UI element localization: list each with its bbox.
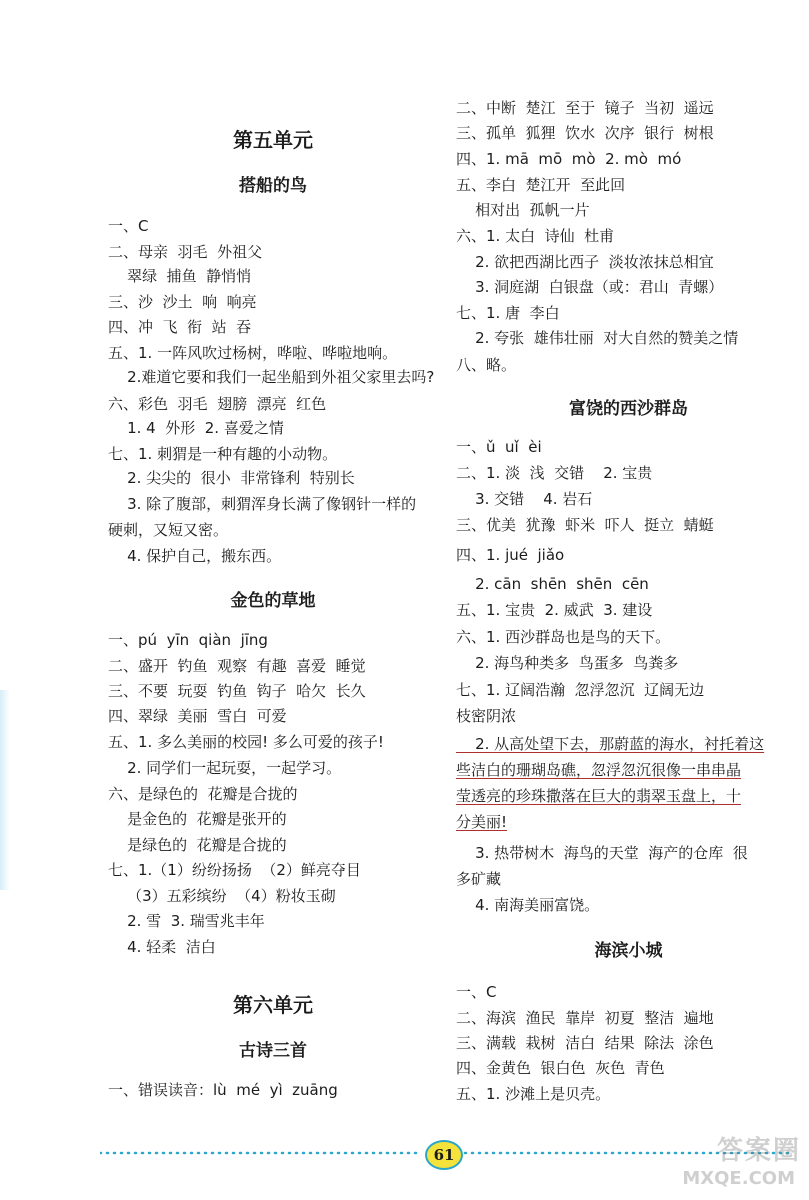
answer-line: 七、1. 唐 李白 bbox=[456, 304, 560, 322]
answer-line: 四、金黄色 银白色 灰色 青色 bbox=[456, 1059, 665, 1077]
page-edge-shadow bbox=[0, 690, 10, 890]
answer-line: 三、孤单 狐狸 饮水 次序 银行 树根 bbox=[456, 124, 714, 142]
answer-line: 3. 热带树木 海鸟的天堂 海产的仓库 很 bbox=[456, 844, 748, 862]
answer-line: 相对出 孤帆一片 bbox=[456, 201, 590, 219]
answer-line: 三、沙 沙土 响 响亮 bbox=[108, 293, 257, 311]
answer-line: 一、错误读音：lù mé yì zuāng bbox=[108, 1081, 338, 1099]
answer-line: 2. 欲把西湖比西子 淡妆浓抹总相宜 bbox=[456, 253, 714, 271]
answer-line: 二、母亲 羽毛 外祖父 bbox=[108, 243, 263, 261]
answer-line: 翠绿 捕鱼 静悄悄 bbox=[108, 267, 252, 285]
answer-line: 是绿色的 花瓣是合拢的 bbox=[108, 836, 287, 854]
lesson-title-gushi: 古诗三首 bbox=[239, 1041, 307, 1061]
answer-line: 一、ǔ uǐ èi bbox=[456, 438, 542, 456]
answer-line: 五、1. 一阵风吹过杨树，哗啦、哗啦地响。 bbox=[108, 344, 398, 362]
answer-line: 七、1.（1）纷纷扬扬 （2）鲜亮夺目 bbox=[108, 861, 361, 879]
lesson-title-dachuan: 搭船的鸟 bbox=[239, 176, 307, 196]
answer-line: 五、1. 宝贵 2. 威武 3. 建设 bbox=[456, 601, 653, 619]
answer-line: 六、是绿色的 花瓣是合拢的 bbox=[108, 785, 298, 803]
answer-line: 2. 同学们一起玩耍，一起学习。 bbox=[108, 759, 342, 777]
answer-line: 二、盛开 钓鱼 观察 有趣 喜爱 睡觉 bbox=[108, 657, 366, 675]
answer-line: 硬刺，又短又密。 bbox=[108, 521, 229, 539]
answer-line: 一、pú yīn qiàn jīng bbox=[108, 631, 268, 649]
answer-line: 3. 洞庭湖 白银盘（或：君山 青螺） bbox=[456, 278, 724, 296]
answer-line: 六、1. 西沙群岛也是鸟的天下。 bbox=[456, 628, 671, 646]
answer-line: 三、满载 栽树 洁白 结果 除法 涂色 bbox=[456, 1034, 714, 1052]
answer-line-underlined: 些洁白的珊瑚岛礁，忽浮忽沉很像一串串晶 bbox=[456, 761, 742, 779]
answer-line: 2. 夸张 雄伟壮丽 对大自然的赞美之情 bbox=[456, 329, 739, 347]
answer-line: 4. 轻柔 洁白 bbox=[108, 938, 216, 956]
answer-line: 五、李白 楚江开 至此回 bbox=[456, 176, 626, 194]
answer-line: 二、海滨 渔民 靠岸 初夏 整洁 遍地 bbox=[456, 1009, 714, 1027]
answer-line: 2. 雪 3. 瑞雪兆丰年 bbox=[108, 912, 265, 930]
watermark-logo-text: 答案圈 bbox=[716, 1136, 801, 1166]
watermark-url: MXQE.COM bbox=[682, 1168, 795, 1189]
answer-line: 二、中断 楚江 至于 镜子 当初 遥远 bbox=[456, 99, 714, 117]
answer-line: 多矿藏 bbox=[456, 870, 502, 888]
answer-line: 五、1. 多么美丽的校园! 多么可爱的孩子! bbox=[108, 733, 384, 751]
site-watermark bbox=[681, 1130, 801, 1194]
answer-line: 是金色的 花瓣是张开的 bbox=[108, 810, 287, 828]
answer-line: （3）五彩缤纷 （4）粉妆玉砌 bbox=[108, 887, 336, 905]
answer-line: 四、1. mā mō mò 2. mò mó bbox=[456, 150, 682, 168]
page-number-badge: 61 bbox=[425, 1140, 463, 1170]
answer-line: 2. 海鸟种类多 鸟蛋多 鸟粪多 bbox=[456, 654, 679, 672]
lesson-title-haibin: 海滨小城 bbox=[594, 941, 663, 961]
lesson-title-xisha: 富饶的西沙群岛 bbox=[569, 399, 688, 419]
answer-line: 3. 交错 4. 岩石 bbox=[456, 490, 593, 508]
answer-line-underlined: 莹透亮的珍珠撒落在巨大的翡翠玉盘上，十 bbox=[456, 787, 742, 805]
answer-line: 2.难道它要和我们一起坐船到外祖父家里去吗? bbox=[108, 368, 435, 386]
answer-line: 五、1. 沙滩上是贝壳。 bbox=[456, 1085, 611, 1103]
answer-line: 枝密阴浓 bbox=[456, 707, 517, 725]
answer-line: 2. cān shēn shēn cēn bbox=[456, 575, 649, 593]
answer-line: 1. 4 外形 2. 喜爱之情 bbox=[108, 419, 284, 437]
answer-line: 一、C bbox=[108, 217, 149, 235]
answer-line: 一、C bbox=[456, 983, 497, 1001]
answer-line: 二、1. 淡 浅 交错 2. 宝贵 bbox=[456, 464, 653, 482]
lesson-title-jinse-caodi: 金色的草地 bbox=[230, 591, 316, 611]
answer-line: 七、1. 辽阔浩瀚 忽浮忽沉 辽阔无边 bbox=[456, 681, 705, 699]
answer-line: 六、1. 太白 诗仙 杜甫 bbox=[456, 227, 615, 245]
answer-line: 3. 除了腹部，刺猬浑身长满了像钢针一样的 bbox=[108, 495, 417, 513]
answer-line: 4. 南海美丽富饶。 bbox=[456, 896, 600, 914]
answer-line: 四、1. jué jiǎo bbox=[456, 546, 565, 564]
answer-line: 六、彩色 羽毛 翅膀 漂亮 红色 bbox=[108, 395, 327, 413]
answer-line: 2. 尖尖的 很小 非常锋利 特别长 bbox=[108, 469, 355, 487]
answer-line: 四、翠绿 美丽 雪白 可爱 bbox=[108, 707, 287, 725]
answer-line: 三、优美 犹豫 虾米 吓人 挺立 蜻蜓 bbox=[456, 516, 714, 534]
answer-line-underlined: 2. 从高处望下去，那蔚蓝的海水，衬托着这 bbox=[456, 735, 765, 753]
unit6-title: 第六单元 bbox=[233, 993, 313, 1017]
answer-line-underlined: 分美丽! bbox=[456, 813, 508, 831]
answer-line: 四、冲 飞 衔 站 吞 bbox=[108, 318, 252, 336]
answer-line: 三、不要 玩耍 钓鱼 钩子 哈欠 长久 bbox=[108, 682, 366, 700]
answer-line: 八、略。 bbox=[456, 356, 517, 374]
answer-line: 4. 保护自己，搬东西。 bbox=[108, 547, 282, 565]
answer-line: 七、1. 刺猬是一种有趣的小动物。 bbox=[108, 445, 338, 463]
unit5-title: 第五单元 bbox=[233, 128, 313, 152]
